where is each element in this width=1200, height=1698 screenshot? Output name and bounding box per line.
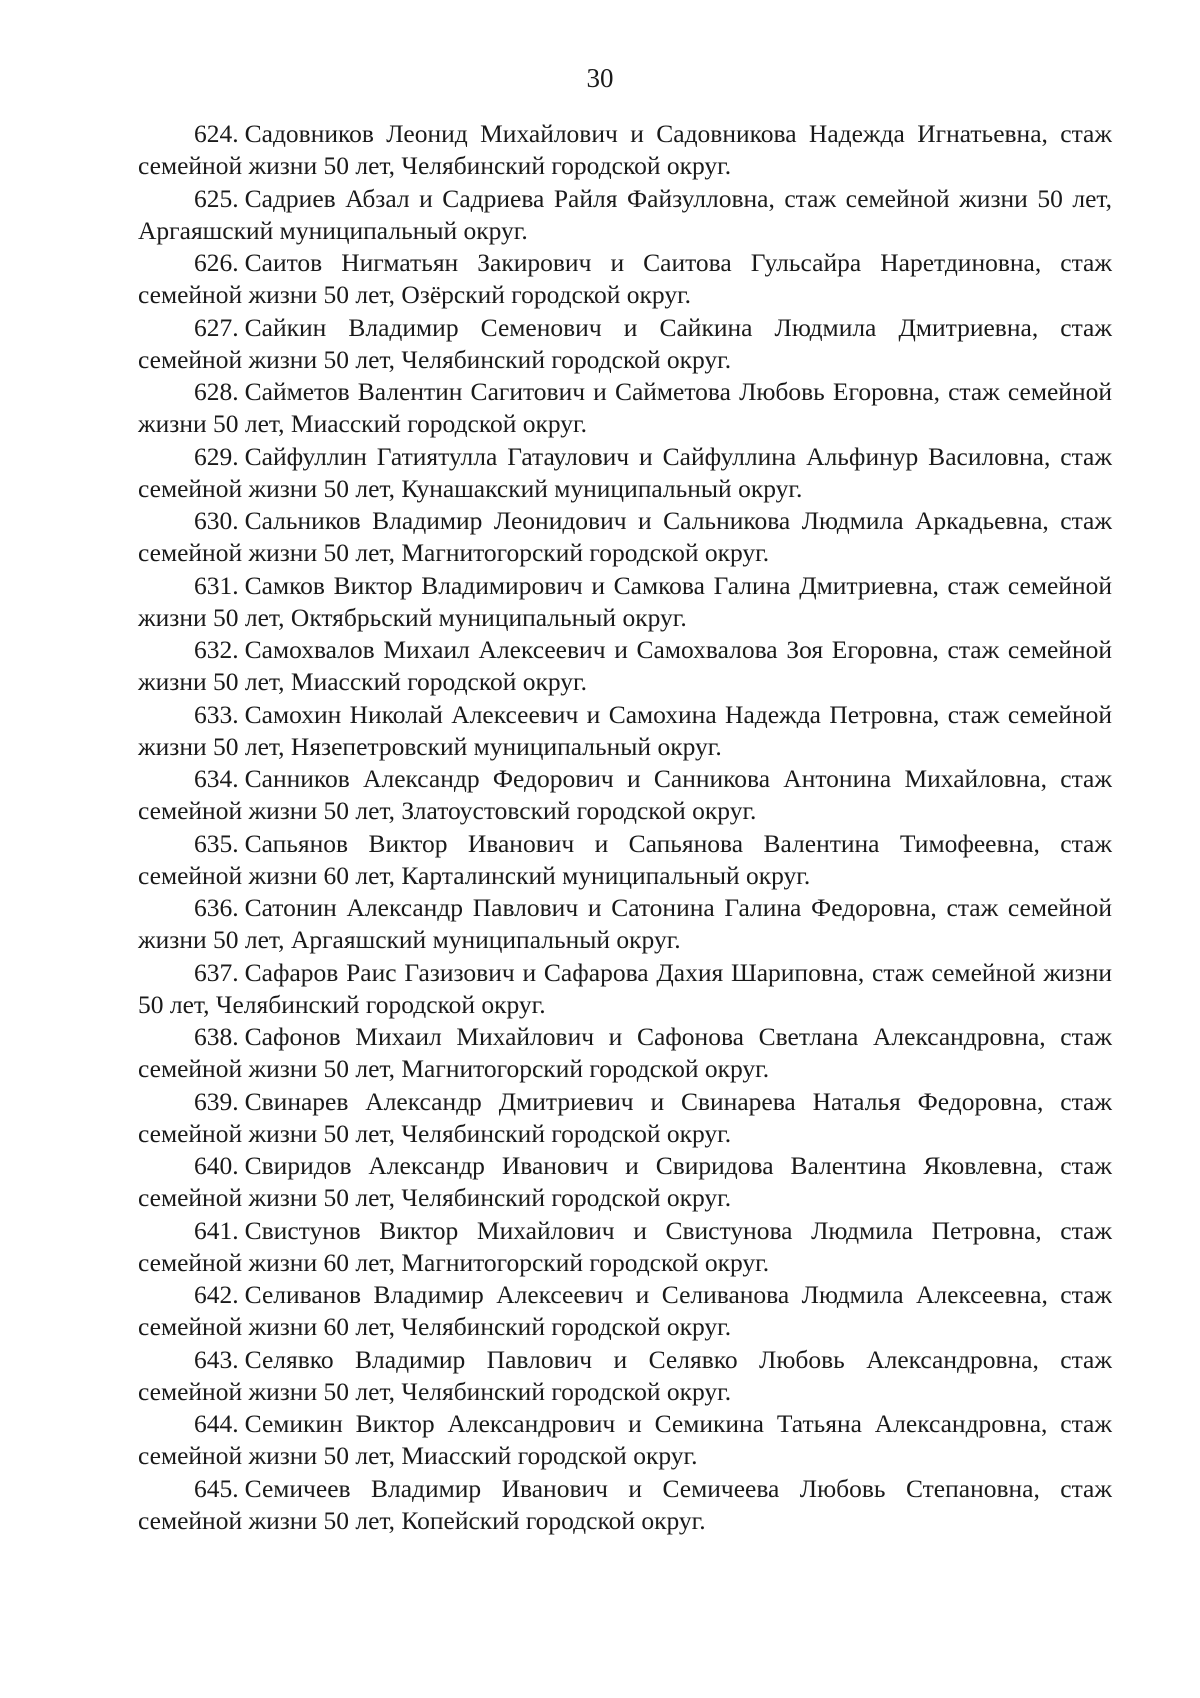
list-item-text: Садовников Леонид Михайлович и Садовникова Надежда Игнатьевна, стаж семейной жизни 50 лет, Челябинский городской округ. xyxy=(138,119,1112,180)
list-item xyxy=(138,1150,1112,1214)
list-item-number: 635. xyxy=(194,828,239,858)
list-item xyxy=(138,376,1112,440)
list-item-number: 629. xyxy=(194,441,239,471)
list-item-text: Сафаров Раис Газизович и Сафарова Дахия Шариповна, стаж семейной жизни 50 лет, Челябинский городской округ. xyxy=(138,957,1112,1019)
list-item-text: Санников Александр Федорович и Санникова Антонина Михайловна, стаж семейной жизни 50 лет, Златоустовский городской округ. xyxy=(138,764,1112,825)
list-item-number: 641. xyxy=(194,1215,239,1245)
list-item-text: Самохин Николай Алексеевич и Самохина Надежда Петровна, стаж семейной жизни 50 лет, Нязепетровский муниципальный округ. xyxy=(138,699,1112,761)
list-item-number: 631. xyxy=(194,570,239,600)
list-item-text: Сайметов Валентин Сагитович и Сайметова Любовь Егоровна, стаж семейной жизни 50 лет, Миасский городской округ. xyxy=(138,377,1112,438)
list-item-number: 637. xyxy=(194,957,239,987)
list-item xyxy=(138,1408,1112,1472)
list-item-number: 625. xyxy=(194,183,239,213)
list-item-text: Сайфуллин Гатиятулла Гатаулович и Сайфуллина Альфинур Василовна, стаж семейной жизни 50 лет, Кунашакский муниципальный округ. xyxy=(138,441,1112,503)
list-item xyxy=(138,1473,1112,1537)
list-item-number: 627. xyxy=(194,312,239,342)
list-item-text: Сальников Владимир Леонидович и Сальникова Людмила Аркадьевна, стаж семейной жизни 50 лет, Магнитогорский городской округ. xyxy=(138,506,1112,567)
list-item-number: 632. xyxy=(194,635,239,664)
list-item-text: Селявко Владимир Павлович и Селявко Любовь Александровна, стаж семейной жизни 50 лет, Челябинский городской округ. xyxy=(138,1344,1112,1406)
list-item xyxy=(138,183,1112,247)
list-item-number: 633. xyxy=(194,699,239,729)
list-item-text: Сатонин Александр Павлович и Сатонина Галина Федоровна, стаж семейной жизни 50 лет, Аргаяшский муниципальный округ. xyxy=(138,893,1112,954)
list-item-number: 642. xyxy=(194,1280,239,1309)
list-item xyxy=(138,1021,1112,1085)
list-item xyxy=(138,247,1112,311)
list-item xyxy=(138,957,1112,1021)
list-item-text: Сайкин Владимир Семенович и Сайкина Людмила Дмитриевна, стаж семейной жизни 50 лет, Челябинский городской округ. xyxy=(138,312,1112,374)
list-item-text: Селиванов Владимир Алексеевич и Селиванова Людмила Алексеевна, стаж семейной жизни 60 лет, Челябинский городской округ. xyxy=(138,1280,1112,1341)
list-item-text: Семикин Виктор Александрович и Семикина Татьяна Александровна, стаж семейной жизни 50 лет, Миасский городской округ. xyxy=(138,1409,1112,1470)
list-item-text: Сафонов Михаил Михайлович и Сафонова Светлана Александровна, стаж семейной жизни 50 лет, Магнитогорский городской округ. xyxy=(138,1022,1112,1083)
list-item-number: 630. xyxy=(194,506,239,535)
list-item xyxy=(138,699,1112,763)
list-item-text: Свинарев Александр Дмитриевич и Свинарева Наталья Федоровна, стаж семейной жизни 50 лет, Челябинский городской округ. xyxy=(138,1086,1112,1148)
list-item-number: 638. xyxy=(194,1022,239,1051)
list-item xyxy=(138,634,1112,698)
list-item-number: 634. xyxy=(194,764,239,793)
page-number: 30 xyxy=(586,63,614,93)
list-item-number: 628. xyxy=(194,377,239,406)
list-item xyxy=(138,763,1112,827)
list-item-number: 644. xyxy=(194,1409,239,1438)
list-item xyxy=(138,118,1112,182)
list-item-number: 645. xyxy=(194,1473,239,1503)
list-item-number: 640. xyxy=(194,1151,239,1180)
list-item xyxy=(138,1086,1112,1150)
list-item-text: Садриев Абзал и Садриева Райля Файзулловна, стаж семейной жизни 50 лет, Аргаяшский муниципальный округ. xyxy=(138,183,1112,245)
list-item-text: Свистунов Виктор Михайлович и Свистунова Людмила Петровна, стаж семейной жизни 60 лет, Магнитогорский городской округ. xyxy=(138,1215,1112,1277)
list-item xyxy=(138,570,1112,634)
list-item-text: Свиридов Александр Иванович и Свиридова Валентина Яковлевна, стаж семейной жизни 50 лет, Челябинский городской округ. xyxy=(138,1151,1112,1212)
list-item-number: 626. xyxy=(194,248,239,277)
list-item-text: Саитов Нигматьян Закирович и Саитова Гульсайра Наретдиновна, стаж семейной жизни 50 лет, Озёрский городской округ. xyxy=(138,248,1112,309)
list-item-text: Самохвалов Михаил Алексеевич и Самохвалова Зоя Егоровна, стаж семейной жизни 50 лет, Миасский городской округ. xyxy=(138,635,1112,696)
list-item-number: 643. xyxy=(194,1344,239,1374)
list-item xyxy=(138,1215,1112,1279)
list-item-number: 624. xyxy=(194,119,239,148)
list-item xyxy=(138,441,1112,505)
list-item-text: Сапьянов Виктор Иванович и Сапьянова Валентина Тимофеевна, стаж семейной жизни 60 лет, Карталинский муниципальный округ. xyxy=(138,828,1112,890)
list-item-number: 639. xyxy=(194,1086,239,1116)
list-item xyxy=(138,1344,1112,1408)
list-item xyxy=(138,505,1112,569)
list-item xyxy=(138,828,1112,892)
list-item xyxy=(138,312,1112,376)
award-list xyxy=(138,118,1112,1537)
list-item-text: Самков Виктор Владимирович и Самкова Галина Дмитриевна, стаж семейной жизни 50 лет, Октябрьский муниципальный округ. xyxy=(138,570,1112,632)
list-item xyxy=(138,1279,1112,1343)
list-item-number: 636. xyxy=(194,893,239,922)
list-item-text: Семичеев Владимир Иванович и Семичеева Любовь Степановна, стаж семейной жизни 50 лет, Копейский городской округ. xyxy=(138,1473,1112,1535)
list-item xyxy=(138,892,1112,956)
